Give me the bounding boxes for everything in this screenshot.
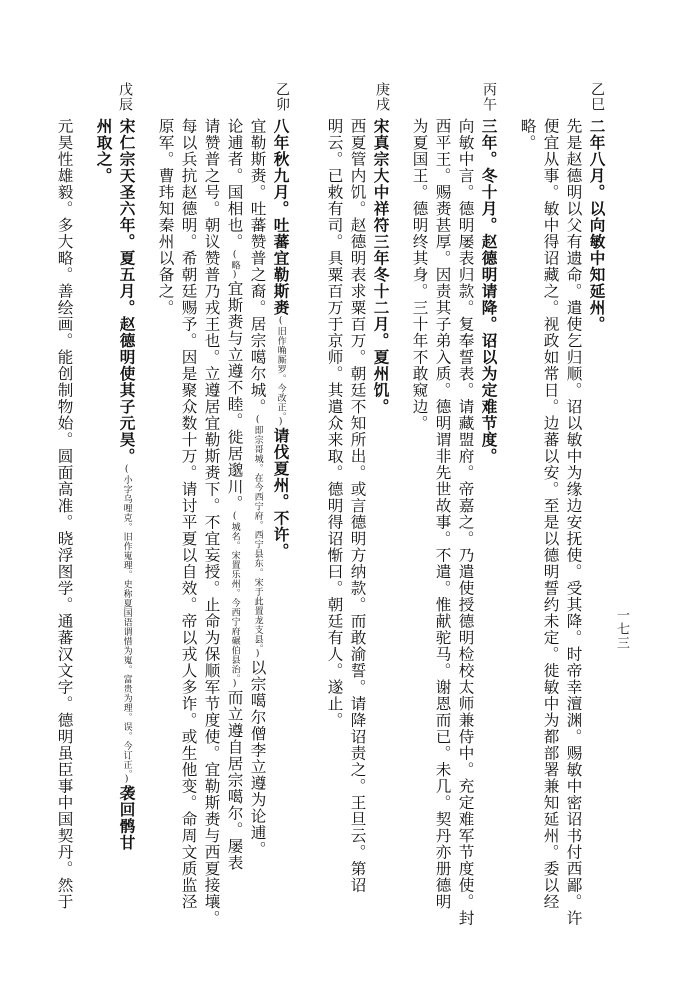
text-column-16: 每以兵抗赵德明。希朝廷赐予。因是聚众数十万。请讨平夏以自效。帝以戎人多诈。或生他变。命周文质监泾 xyxy=(179,118,198,910)
text-column-10: 西夏管内饥。赵德明表求粟百万。朝廷不知所出。或言德明方纳款。而敢渝誓。请降诏责之。王旦云。第诏 xyxy=(348,118,367,894)
entry-heading-1015: 八年秋九月。吐蕃宜勒斯赉(旧作唃厮罗。今改正。)请伐夏州。不许。 xyxy=(271,118,290,560)
text-column-13: 宜勒斯赉。吐蕃赞普之裔。居宗噶尔城。(即宗哥城。在今西宁府。西宁县东。宋于此置龙支县。)以宗噶尔僧李立遵为论逋。 xyxy=(248,118,267,858)
entry-heading-1005: 二年八月。以向敏中知延州。 xyxy=(587,118,606,333)
text-column-15: 请赞普之号。朝议赞普乃戎王也。立遵居宜勒斯赉下。不宜妄授。止命为保顺军节度使。宜勒斯赉与西夏接壤。 xyxy=(202,118,221,927)
text-column-3: 便宜从事。敏中得诏藏之。视政如常日。边蕃以安。至是以德明誓约未定。徙敏中为都部署兼知延州。委以经 xyxy=(541,118,560,910)
text-column-20: 元昊性雄毅。多大略。善绘画。能创制物始。圆面高准。晓浮图学。通蕃汉文字。德明虽臣事中国契丹。然于 xyxy=(55,118,74,910)
entry-heading-1028-cont: 州取之。 xyxy=(94,118,113,184)
text-column-17: 原军。曹玮知秦州以备之。 xyxy=(156,118,175,316)
text-column-7: 西平王。赐赉甚厚。因责其子弟入质。德明谓非先世故事。不遣。惟献驼马。谢恩而已。未几。契丹亦册德明 xyxy=(433,118,452,910)
text-column-4: 略。 xyxy=(518,118,537,151)
entry-heading-1028: 宋仁宗天圣六年。夏五月。赵德明使其子元昊。(小字乌哩克。旧作嵬理。史称夏国语谓惜为嵬。富贵为理。误。今订正。)袭回鹘甘 xyxy=(117,118,136,851)
entry-heading-1006: 三年。冬十月。赵德明请降。诏以为定难节度。 xyxy=(479,118,498,465)
text-column-8: 为夏国王。德明终其身。三十年不敢窥边。 xyxy=(410,118,429,432)
page-number: 一七三 xyxy=(614,608,629,650)
text-column-6: 向敏中言。德明屡表归款。复奉誓表。请藏盟府。帝嘉之。乃遣使授德明检校太师兼侍中。充定难军节度使。封 xyxy=(456,118,475,927)
cyclical-year-yisi: 乙巳 xyxy=(589,82,605,112)
entry-heading-1010: 宋真宗大中祥符三年冬十二月。夏州饥。 xyxy=(371,118,390,415)
cyclical-year-yimao: 乙卯 xyxy=(274,82,290,112)
cyclical-year-wuchen: 戊辰 xyxy=(117,82,133,112)
text-column-11: 明云。已敕有司。具粟百万于京师。其遣众来取。德明得诏惭曰。朝廷有人。遂止。 xyxy=(325,118,344,729)
text-column-14: 论逋者。国相也。(略)宜斯赉与立遵不睦。徙居邈川。(城名。宋置乐州。今西宁府碾伯县治。)而立遵自居宗噶尔。屡表 xyxy=(225,118,244,871)
text-column-2: 先是赵德明以父有遗命。遣使乞归顺。诏以敏中为缘边安抚使。受其降。时帝幸澶渊。赐敏中密诏书付西鄙。许 xyxy=(564,118,583,927)
cyclical-year-gengxu: 庚戌 xyxy=(374,82,390,112)
cyclical-year-bingwu: 丙午 xyxy=(481,82,497,112)
